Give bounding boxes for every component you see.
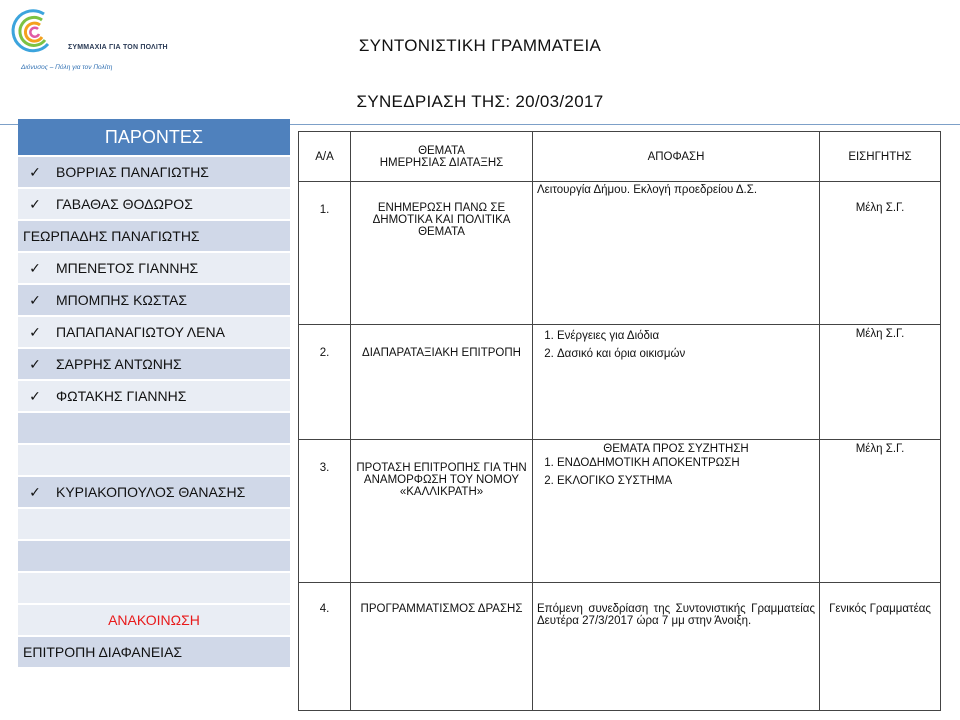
attendee-row	[18, 445, 290, 477]
check-icon: ✓	[29, 355, 41, 372]
committee-row	[18, 637, 290, 669]
attendee-row	[18, 221, 290, 253]
row-rapporteur: Μέλη Σ.Γ.	[820, 440, 941, 583]
row-decision	[533, 440, 820, 583]
attendee-row	[18, 381, 290, 413]
decision-heading: ΘΕΜΑΤΑ ΠΡΟΣ ΣΥΖΗΤΗΣΗ	[603, 443, 749, 455]
row-decision: Επόμενη συνεδρίαση της Συντονιστικής Γραμματείας Δευτέρα 27/3/2017 ώρα 7 μμ στην Άνοιξη.	[533, 583, 820, 711]
row-num: 4.	[299, 583, 351, 711]
attendee-name: ΣΑΡΡΗΣ ΑΝΤΩΝΗΣ	[56, 356, 182, 372]
attendee-name: ΠΑΠΑΠΑΝΑΓΙΩΤΟΥ ΛΕΝΑ	[56, 324, 225, 340]
row-topic: ΠΡΟΤΑΣΗ ΕΠΙΤΡΟΠΗΣ ΓΙΑ ΤΗΝ ΑΝΑΜΟΡΦΩΣΗ ΤΟΥ ΝΟΜΟΥ «ΚΑΛΛΙΚΡΑΤΗ»	[351, 440, 533, 583]
agenda-row	[299, 583, 941, 711]
attendee-row	[18, 541, 290, 573]
attendee-row	[18, 285, 290, 317]
check-icon: ✓	[29, 259, 41, 276]
attendee-row	[18, 157, 290, 189]
check-icon: ✓	[29, 163, 41, 180]
agenda-row	[299, 325, 941, 440]
attendee-row	[18, 317, 290, 349]
decision-item: 1. ΕΝΔΟΔΗΜΟΤΙΚΗ ΑΠΟΚΕΝΤΡΩΣΗ	[557, 457, 815, 469]
col-topic-line2: ΗΜΕΡΗΣΙΑΣ ΔΙΑΤΑΞΗΣ	[379, 156, 504, 169]
session-date: ΣΥΝΕΔΡΙΑΣΗ ΤΗΣ: 20/03/2017	[356, 92, 604, 111]
row-topic: ΕΝΗΜΕΡΩΣΗ ΠΑΝΩ ΣΕ ΔΗΜΟΤΙΚΑ ΚΑΙ ΠΟΛΙΤΙΚΑ ΘΕΜΑΤΑ	[351, 182, 533, 325]
decision-item: 2. Δασικό και όρια οικισμών	[557, 348, 815, 360]
decision-item: 1. Ενέργειες για Διόδια	[557, 330, 815, 342]
row-rapporteur: Μέλη Σ.Γ.	[820, 182, 941, 325]
agenda-table	[298, 131, 941, 711]
attendee-row	[18, 253, 290, 285]
logo-slogan: Διόνυσος – Πόλη για τον Πολίτη	[21, 64, 113, 71]
row-topic: ΔΙΑΠΑΡΑΤΑΞΙΑΚΗ ΕΠΙΤΡΟΠΗ	[351, 325, 533, 440]
logo-name: ΣΥΜΜΑΧΙΑ ΓΙΑ ΤΟΝ ΠΟΛΙΤΗ	[68, 44, 168, 51]
attendee-name: ΚΥΡΙΑΚΟΠΟΥΛΟΣ ΘΑΝΑΣΗΣ	[56, 484, 246, 500]
check-icon: ✓	[29, 387, 41, 404]
attendee-name: ΒΟΡΡΙΑΣ ΠΑΝΑΓΙΩΤΗΣ	[56, 164, 209, 180]
attendees-header: ΠΑΡΟΝΤΕΣ	[18, 119, 290, 157]
decision-item: 2. ΕΚΛΟΓΙΚΟ ΣΥΣΤΗΜΑ	[557, 475, 815, 487]
check-icon: ✓	[29, 483, 41, 500]
check-icon: ✓	[29, 195, 41, 212]
agenda-row	[299, 440, 941, 583]
attendee-row	[18, 413, 290, 445]
row-rapporteur: Γενικός Γραμματέας	[820, 583, 941, 711]
row-decision	[533, 325, 820, 440]
col-rapporteur-header: ΕΙΣΗΓΗΤΗΣ	[820, 132, 941, 182]
attendees-panel	[18, 119, 290, 669]
decision-list	[537, 330, 815, 360]
check-icon: ✓	[29, 291, 41, 308]
attendee-name: ΦΩΤΑΚΗΣ ΓΙΑΝΝΗΣ	[56, 388, 187, 404]
row-rapporteur: Μέλη Σ.Γ.	[820, 325, 941, 440]
row-num: 2.	[299, 325, 351, 440]
row-topic: ΠΡΟΓΡΑΜΜΑΤΙΣΜΟΣ ΔΡΑΣΗΣ	[351, 583, 533, 711]
attendee-name: ΜΠΕΝΕΤΟΣ ΓΙΑΝΝΗΣ	[56, 260, 199, 276]
col-decision-header: ΑΠΟΦΑΣΗ	[533, 132, 820, 182]
agenda-row	[299, 182, 941, 325]
attendee-name: ΓΑΒΑΘΑΣ ΘΟΔΩΡΟΣ	[56, 196, 193, 212]
attendee-row	[18, 189, 290, 221]
row-num: 1.	[299, 182, 351, 325]
row-decision: Λειτουργία Δήμου. Εκλογή προεδρείου Δ.Σ.	[533, 182, 820, 325]
row-num: 3.	[299, 440, 351, 583]
col-num-header: Α/Α	[299, 132, 351, 182]
attendee-row	[18, 509, 290, 541]
agenda-header-row	[299, 132, 941, 182]
col-topic-line1: ΘΕΜΑΤΑ	[418, 144, 465, 157]
attendee-row	[18, 349, 290, 381]
attendee-name: ΓΕΩΡΠΑΔΗΣ ΠΑΝΑΓΙΩΤΗΣ	[23, 228, 200, 244]
attendee-row	[18, 477, 290, 509]
check-icon: ✓	[29, 323, 41, 340]
announcement-row	[18, 605, 290, 637]
page-title: ΣΥΝΤΟΝΙΣΤΙΚΗ ΓΡΑΜΜΑΤΕΙΑ	[358, 36, 602, 55]
announcement-label: ΑΝΑΚΟΙΝΩΣΗ	[108, 612, 200, 628]
attendee-name: ΜΠΟΜΠΗΣ ΚΩΣΤΑΣ	[56, 292, 188, 308]
committee-label: ΕΠΙΤΡΟΠΗ ΔΙΑΦΑΝΕΙΑΣ	[23, 644, 183, 660]
attendee-row	[18, 573, 290, 605]
col-topic-header	[351, 132, 533, 182]
decision-list	[537, 457, 815, 487]
